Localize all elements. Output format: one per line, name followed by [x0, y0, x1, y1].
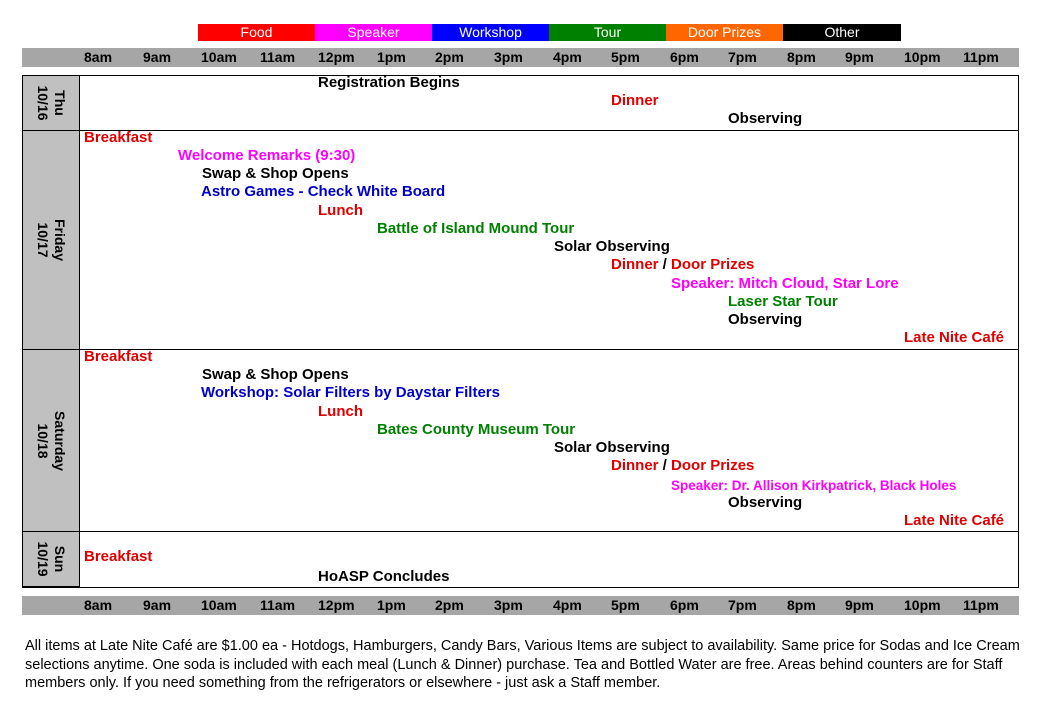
- time-header-bottom: [22, 596, 1019, 615]
- time-label: 3pm: [494, 49, 523, 65]
- event-lunch: Lunch: [318, 202, 363, 219]
- time-label: 9pm: [845, 597, 874, 613]
- time-label: 12pm: [318, 597, 355, 613]
- day-cell-thu: [22, 75, 80, 131]
- event-speaker: Speaker: Mitch Cloud, Star Lore: [671, 275, 899, 292]
- time-label: 10am: [201, 49, 237, 65]
- event-dinner: Dinner: [611, 457, 659, 474]
- event-dinner: Dinner: [611, 92, 659, 109]
- event-dinner: Dinner: [611, 256, 659, 273]
- event-workshop: Workshop: Solar Filters by Daystar Filters: [201, 384, 500, 401]
- event-observing: Observing: [728, 311, 803, 328]
- legend-other: Other: [783, 24, 901, 41]
- time-label: 11pm: [963, 597, 999, 613]
- time-label: 9am: [143, 597, 172, 613]
- time-label: 3pm: [494, 597, 523, 613]
- time-label: 2pm: [435, 597, 464, 613]
- time-label: 5pm: [611, 597, 640, 613]
- time-label: 11pm: [963, 49, 999, 65]
- event-late-nite-cafe: Late Nite Café: [904, 329, 1005, 346]
- day-divider: [22, 130, 1019, 131]
- event-lunch: Lunch: [318, 403, 363, 420]
- time-label: 8am: [84, 597, 113, 613]
- separator-slash: /: [658, 256, 672, 273]
- day-divider: [22, 531, 1019, 532]
- event-tour: Battle of Island Mound Tour: [377, 220, 575, 237]
- legend-door-prizes: Door Prizes: [666, 24, 783, 41]
- day-label-thu: Thu 10/16: [35, 85, 68, 121]
- time-label: 10pm: [904, 597, 941, 613]
- day-label-sun: Sun 10/19: [35, 541, 68, 577]
- time-label: 2pm: [435, 49, 464, 65]
- event-solar-observing: Solar Observing: [554, 439, 670, 456]
- time-label: 4pm: [553, 597, 582, 613]
- time-label: 11am: [260, 597, 296, 613]
- event-registration: Registration Begins: [318, 74, 460, 91]
- time-label: 10am: [201, 597, 237, 613]
- event-breakfast: Breakfast: [84, 548, 153, 565]
- event-door-prizes: Door Prizes: [671, 457, 755, 474]
- event-swap-shop: Swap & Shop Opens: [202, 165, 349, 182]
- event-tour: Bates County Museum Tour: [377, 421, 576, 438]
- separator-slash: /: [658, 457, 672, 474]
- event-solar-observing: Solar Observing: [554, 238, 670, 255]
- time-label: 7pm: [728, 597, 757, 613]
- legend-tour: Tour: [549, 24, 666, 41]
- event-observing: Observing: [728, 494, 803, 511]
- event-astro-games: Astro Games - Check White Board: [201, 183, 446, 200]
- day-cell-sun: [22, 531, 80, 587]
- time-label: 8am: [84, 49, 113, 65]
- day-label-saturday: Saturday 10/18: [35, 410, 68, 471]
- time-label: 6pm: [670, 49, 699, 65]
- time-label: 7pm: [728, 49, 757, 65]
- time-label: 1pm: [377, 597, 406, 613]
- time-label: 4pm: [553, 49, 582, 65]
- event-breakfast: Breakfast: [84, 129, 153, 146]
- time-label: 8pm: [787, 49, 816, 65]
- day-cell-friday: [22, 130, 80, 350]
- event-door-prizes: Door Prizes: [671, 256, 755, 273]
- legend-food: Food: [198, 24, 315, 41]
- event-dinner-door-prizes: [611, 457, 754, 475]
- event-welcome-remarks: Welcome Remarks (9:30): [178, 147, 356, 164]
- time-label: 11am: [260, 49, 296, 65]
- time-label: 12pm: [318, 49, 355, 65]
- event-observing: Observing: [728, 110, 803, 127]
- event-speaker: Speaker: Dr. Allison Kirkpatrick, Black Holes: [671, 478, 957, 493]
- event-concludes: HoASP Concludes: [318, 568, 450, 585]
- time-label: 6pm: [670, 597, 699, 613]
- day-label-friday: Friday 10/17: [35, 218, 68, 262]
- event-laser-star-tour: Laser Star Tour: [728, 293, 838, 310]
- footer-note: All items at Late Nite Café are $1.00 ea - Hotdogs, Hamburgers, Candy Bars, Various Items are subject to availability. Same price for Sodas and Ice Cream selections anytime. One soda is included with each meal (Lunch & Dinner) purchase. Tea and Bottled Water are free. Areas behind counters are for Staff members only. If you need something from the refrigerators or elsewhere - just ask a Staff member.: [25, 638, 1020, 691]
- day-divider: [22, 349, 1019, 350]
- time-label: 10pm: [904, 49, 941, 65]
- event-breakfast: Breakfast: [84, 348, 153, 365]
- time-label: 5pm: [611, 49, 640, 65]
- event-swap-shop: Swap & Shop Opens: [202, 366, 349, 383]
- day-cell-saturday: [22, 349, 80, 532]
- time-label: 1pm: [377, 49, 406, 65]
- time-header-top: [22, 48, 1019, 67]
- time-label: 8pm: [787, 597, 816, 613]
- time-label: 9pm: [845, 49, 874, 65]
- legend-speaker: Speaker: [315, 24, 432, 41]
- event-dinner-door-prizes: [611, 256, 754, 274]
- time-label: 9am: [143, 49, 172, 65]
- legend-workshop: Workshop: [432, 24, 549, 41]
- schedule-grid: [22, 75, 1019, 588]
- event-late-nite-cafe: Late Nite Café: [904, 512, 1005, 529]
